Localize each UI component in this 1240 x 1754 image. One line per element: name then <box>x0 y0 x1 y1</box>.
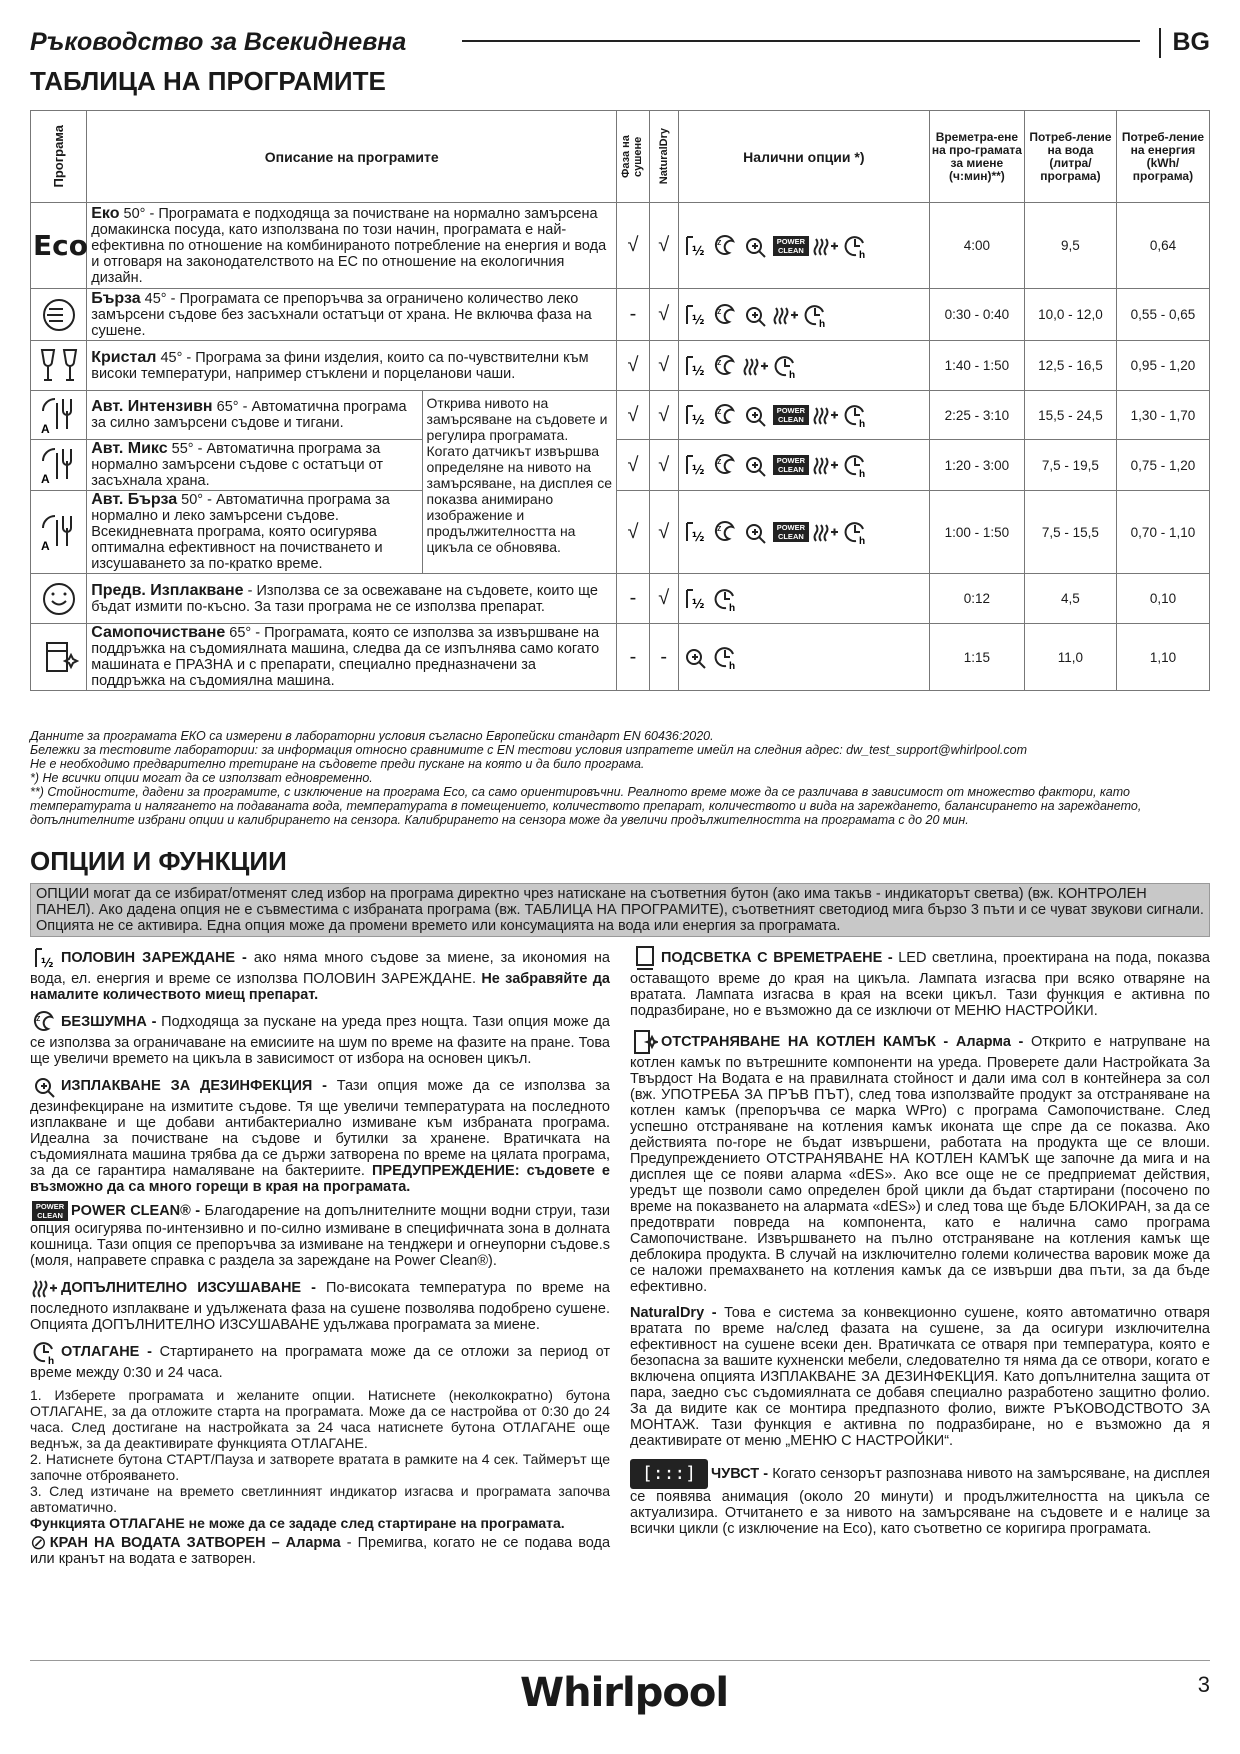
extradry-option-icon <box>813 452 839 478</box>
footnote: Не е необходимо предварително третиране на съдовете преди пускане на която и да било програма. <box>30 757 645 771</box>
program-duration: 1:20 - 3:00 <box>929 440 1024 491</box>
glass-icon <box>31 341 87 391</box>
sanitize-option-icon <box>743 402 769 428</box>
silent-option-icon <box>713 519 739 545</box>
tap-off-icon: ⊘ <box>30 1532 47 1555</box>
option-description <box>30 945 610 1003</box>
svg-text:h: h <box>788 369 795 379</box>
extradry-option-icon <box>773 302 799 328</box>
options-right-column <box>630 945 1210 1547</box>
program-row <box>31 341 1210 391</box>
col-naturaldry: NaturalDry <box>649 111 678 203</box>
drying-phase-mark: - <box>617 574 649 624</box>
page-number: 3 <box>1197 1672 1210 1697</box>
footnote: Данните за програмата ЕКО са измерени в лабораторни условия съгласно Европейски стандарт EN 60436:2020. <box>30 729 714 743</box>
drying-phase-mark: - <box>617 624 649 691</box>
selfclean-icon <box>31 624 87 691</box>
silent-option-icon <box>713 353 739 379</box>
quick-icon <box>31 289 87 341</box>
drying-phase-mark: √ <box>617 341 649 391</box>
function-text: Когато сензорът разпознава нивото на замърсяване, на дисплея се появява анимация (около 20 минути) и продължителността на цикъла се актуализира. Отчитането е за нивото на замърсяване на съдовете и е налице за всички цикли (с изключение на Eco), като съответно се коригира програмата. <box>630 1465 1210 1537</box>
program-row <box>31 391 1210 440</box>
delay-step: 2. Натиснете бутона СТАРТ/Пауза и затворете вратата в рамките на 4 сек. Таймерът ще започне отброяването. <box>30 1451 610 1483</box>
program-water: 12,5 - 16,5 <box>1024 341 1116 391</box>
delay-option-icon <box>843 452 869 478</box>
program-row <box>31 440 1210 491</box>
program-temp: 50° <box>181 492 204 508</box>
program-text: - Използва се за освежаване на съдовете, които ще бъдат измити по-късно. За тази програма не се използва препарат. <box>91 582 598 615</box>
silent-option-icon <box>713 402 739 428</box>
option-note: ПРЕДУПРЕЖДЕНИЕ: съдовете е възможно да са много горещи в края на програмата. <box>30 1163 610 1195</box>
naturaldry-mark: √ <box>649 574 678 624</box>
sanitize-icon <box>32 1073 58 1099</box>
program-energy: 0,64 <box>1116 203 1209 289</box>
options-title: ОПЦИИ И ФУНКЦИИ <box>30 846 287 876</box>
col-program: Програма <box>31 111 87 203</box>
function-title: ПОДСВЕТКА С ВРЕМЕТРАЕНЕ - <box>661 949 893 966</box>
program-temp: 45° <box>160 349 183 366</box>
program-duration: 1:00 - 1:50 <box>929 491 1024 574</box>
options-left-column <box>30 945 610 1569</box>
program-text: - Автоматична програма за нормално и леко замърсени съдове. Всекидневната програма, която осигурява оптимална ефективност на почистването и изсушаването за по-кратко време. <box>91 492 390 572</box>
program-description <box>87 574 617 624</box>
half-option-icon <box>683 586 709 612</box>
svg-text:z: z <box>716 523 722 533</box>
svg-text:½: ½ <box>691 363 705 378</box>
option-title: БЕЗШУМНА - <box>61 1013 157 1030</box>
available-options <box>678 491 929 574</box>
naturaldry-mark: √ <box>649 289 678 341</box>
program-row <box>31 203 1210 289</box>
program-temp: 45° <box>144 290 167 307</box>
drying-phase-mark: √ <box>617 440 649 491</box>
program-row <box>31 289 1210 341</box>
col-drying: Фаза на сушене <box>617 111 649 203</box>
option-title: POWER CLEAN® - <box>71 1202 201 1219</box>
program-water: 4,5 <box>1024 574 1116 624</box>
extra-dry-icon <box>32 1275 58 1301</box>
delay-warning: Функцията ОТЛАГАНЕ не може да се зададе след стартиране на програмата. <box>30 1515 565 1531</box>
function-text: Това е система за конвекционно сушене, която автоматично отваря вратата по време на/след фазата на сушене, за да осигури изключителна ефективност на сушене всеки ден. Вратичката се отваря при температура, която е безопасна за вашите кухненски мебели, следователно тя няма да се отвори, когато е включена опцията ИЗПЛАКВАНЕ ЗА ДЕЗИНФЕКЦИЯ. Като допълнителна защита от пара, заедно със съдомиялната се добавя специално разработено защитно фолио. За да видите как се монтира предпазното фолио, вижте РЪКОВОДСТВОТО ЗА МОНТАЖ. Тази функция е активна по подразбиране, но е възможно да я деактивирате от меню „МЕНЮ С НАСТРОЙКИ“. <box>630 1305 1210 1449</box>
option-text: ако няма много съдове за миене, за икономия на вода, ел. енергия и време се използва ПОЛОВИН ЗАРЕЖДАНЕ. <box>30 949 610 987</box>
sanitize-option-icon <box>743 519 769 545</box>
program-text: - Програмата е подходяща за почистване на нормално замърсена домакинска посуда, като използвана по този начин, програмата е най-ефективна по отношение на комбинираното потребление на енергия и вода и отговаря на законодателството на ЕС по отношение на екологичния дизайн. <box>91 205 607 286</box>
extradry-option-icon <box>813 519 839 545</box>
option-text: Тази опция може да се използва за дезинфекциране на измитите съдове. Тя ще увеличи температурата на последното изплакване и ще добави антибактериално измиване към избраната програма. Идеална за почистване на съдове и бутилки за хранене. Вратичката на съдомиялната машина трябва да се държи затворена по време на цялата програма, за да се гарантира намаляване на бактериите. <box>30 1077 610 1179</box>
option-text: По-високата температура по време на последното изплакване и удължената фаза на сушене позволява подобрено сушене. Опцията ДОПЪЛНИТЕЛНО ИЗСУШАВАНЕ удължава програмата за миене. <box>30 1279 610 1333</box>
option-title: ОТЛАГАНЕ - <box>61 1343 152 1360</box>
program-water: 9,5 <box>1024 203 1116 289</box>
program-water: 11,0 <box>1024 624 1116 691</box>
svg-text:z: z <box>716 456 722 466</box>
delay-option-icon <box>843 402 869 428</box>
delay-option-icon <box>773 353 799 379</box>
program-temp: 55° <box>171 441 194 457</box>
program-name: Еко <box>91 204 120 222</box>
auto-quick-icon <box>31 491 87 574</box>
prewash-icon <box>31 574 87 624</box>
sanitize-option-icon <box>743 452 769 478</box>
drying-phase-mark: √ <box>617 491 649 574</box>
footnote: Бележки за тестовите лаборатории: за информация относно сравнимите с EN тестови условия изпратете имейл на следния адрес: dw_test_support@whirlpool.com <box>30 743 1027 757</box>
silent-icon <box>32 1009 58 1035</box>
silent-option-icon <box>713 302 739 328</box>
program-name: Авт. Микс <box>91 440 168 457</box>
delay-option-icon <box>713 644 739 670</box>
svg-text:½: ½ <box>691 530 705 544</box>
svg-text:½: ½ <box>691 413 705 427</box>
option-description <box>30 1275 610 1333</box>
program-water: 10,0 - 12,0 <box>1024 289 1116 341</box>
program-temp: 65° <box>229 625 252 641</box>
program-text: - Автоматична програма за нормално замърсени съдове с остатъци от засъхнала храна. <box>91 441 384 489</box>
naturaldry-mark: √ <box>649 391 678 440</box>
svg-text:½: ½ <box>691 463 705 477</box>
svg-text:h: h <box>728 602 735 612</box>
svg-text:h: h <box>858 249 865 259</box>
svg-text:h: h <box>858 536 865 545</box>
available-options <box>678 574 929 624</box>
option-note: Не забравяйте да намалите количеството миещ препарат. <box>30 971 610 1003</box>
footnote: *) Не всички опции могат да се използват едновременно. <box>30 771 373 785</box>
function-title: NaturalDry - <box>630 1305 717 1321</box>
program-energy: 0,55 - 0,65 <box>1116 289 1209 341</box>
svg-text:h: h <box>48 1356 55 1365</box>
sense-icon: [:::] <box>630 1459 708 1489</box>
program-description <box>87 491 422 574</box>
svg-text:A: A <box>40 472 50 486</box>
delay-steps <box>30 1387 610 1515</box>
delay-option-icon <box>713 586 739 612</box>
silent-option-icon <box>713 233 739 259</box>
col-description: Описание на програмите <box>87 111 617 203</box>
program-energy: 1,30 - 1,70 <box>1116 391 1209 440</box>
program-name: Авт. Бърза <box>91 491 178 508</box>
option-text: Стартирането на програмата може да се отложи за период от време между 0:30 и 24 часа. <box>30 1343 610 1381</box>
naturaldry-mark: √ <box>649 203 678 289</box>
program-table <box>30 110 1210 691</box>
program-energy: 0,10 <box>1116 574 1209 624</box>
program-temp: 65° <box>216 399 239 415</box>
svg-text:½: ½ <box>691 596 705 611</box>
alarm-title: КРАН НА ВОДАТА ЗАТВОРЕН – Аларма <box>49 1535 341 1551</box>
svg-text:h: h <box>728 661 735 670</box>
auto-program-note: Открива нивото на замърсяване на съдовете и регулира програмата. Когато датчикът извършва определяне на нивото на замърсяване, на дисплея се показва анимирано изображение и продължителността на цикъла се обновява. <box>422 391 617 574</box>
program-duration: 0:30 - 0:40 <box>929 289 1024 341</box>
col-energy: Потреб-ление на енергия (kWh/ програма) <box>1116 111 1209 203</box>
half-option-icon <box>683 302 709 328</box>
program-water: 15,5 - 24,5 <box>1024 391 1116 440</box>
function-text: LED светлина, проектирана на пода, показва оставащото време до края на цикъла. Лампата изгасва при всяко отваряне на вратата. Лампата изгасва в края на всеки цикъл. Тази функция е активна по подразбиране, но е възможно да се изключи от МЕНЮ НАСТРОЙКИ. <box>630 949 1210 1019</box>
option-description <box>30 1201 610 1269</box>
function-description <box>630 1305 1210 1449</box>
delay-step: 1. Изберете програмата и желаните опции. Натиснете (неколкократно) бутона ОТЛАГАНЕ, за да отложите старта на програмата. Може да се настройва от 0:30 до 24 часа. След достигане на настройката за 24 часа натиснете бутона ОТЛАГАНЕ още веднъж, за да деактивирате функцията ОТЛАГАНЕ. <box>30 1387 610 1451</box>
sanitize-option-icon <box>743 233 769 259</box>
svg-text:A: A <box>40 539 50 553</box>
naturaldry-mark: √ <box>649 491 678 574</box>
drying-phase-mark: √ <box>617 203 649 289</box>
svg-text:h: h <box>818 318 825 328</box>
naturaldry-mark: √ <box>649 341 678 391</box>
program-row <box>31 574 1210 624</box>
sanitize-option-icon <box>683 644 709 670</box>
page-header <box>30 24 1210 64</box>
program-energy: 0,95 - 1,20 <box>1116 341 1209 391</box>
drying-phase-mark: √ <box>617 391 649 440</box>
col-duration: Времетра-ене на про-грамата за миене (ч:мин)**) <box>929 111 1024 203</box>
option-description <box>30 1009 610 1067</box>
available-options <box>678 624 929 691</box>
available-options <box>678 341 929 391</box>
program-energy: 0,70 - 1,10 <box>1116 491 1209 574</box>
svg-text:h: h <box>858 469 865 478</box>
program-text: - Програмата, която се използва за извършване на поддръжка на съдомиялната машина, следва да се изпълнява само когато машината е ПРАЗНА и с препарати, специално предназначени за поддръжка на съдомиялна машина. <box>91 625 600 689</box>
naturaldry-mark: √ <box>649 440 678 491</box>
program-duration: 2:25 - 3:10 <box>929 391 1024 440</box>
function-description <box>630 945 1210 1019</box>
power-clean-icon: POWER CLEAN <box>773 455 809 475</box>
program-name: Самопочистване <box>91 624 226 641</box>
program-name: Кристал <box>91 348 157 366</box>
program-temp: 50° <box>123 205 146 222</box>
power-clean-icon: POWER CLEAN <box>773 236 809 256</box>
program-duration: 4:00 <box>929 203 1024 289</box>
svg-text:½: ½ <box>41 956 54 970</box>
descale-icon <box>632 1029 658 1055</box>
sanitize-option-icon <box>743 302 769 328</box>
program-description <box>87 341 617 391</box>
options-intro-bar: ОПЦИИ могат да се избират/отменят след избор на програма директно чрез натискане на съответния бутон (ако има такъв - индикаторът светва) (вж. КОНТРОЛЕН ПАНЕЛ). Ако дадена опция не е съвместима с избраната програма (вж. ТАБЛИЦА НА ПРОГРАМИТЕ), съответният светодиод мига бързо 3 пъти и се чуват звукови сигнали. Опцията не се активира. Една опция може да промени времето или консумацията на вода или енергия за програмата. <box>30 883 1210 937</box>
program-water: 7,5 - 19,5 <box>1024 440 1116 491</box>
program-text: - Програмата се препоръчва за ограничено количество леко замърсени съдове без засъхнали остатъци от храна. Не включва фаза на сушене. <box>91 290 592 339</box>
delay-option-icon <box>843 233 869 259</box>
naturaldry-mark: - <box>649 624 678 691</box>
option-text: Благодарение на допълнителните мощни водни струи, тази опция осигурява по-интензивно и по-силно измиване в специфичната зона в долната кошница. Тази опция се препоръчва за измиване на тенджери и огнеупорни съдове.s (моля, направете справка с раздела за зареждане на Power Clean®). <box>30 1202 610 1269</box>
auto-mix-icon <box>31 440 87 491</box>
program-name: Бърза <box>91 289 141 307</box>
eco-icon: Eco <box>31 203 87 289</box>
program-name: Предв. Изплакване <box>91 581 244 599</box>
extradry-option-icon <box>813 402 839 428</box>
drying-phase-mark: - <box>617 289 649 341</box>
delay-option-icon <box>803 302 829 328</box>
svg-text:z: z <box>716 236 722 247</box>
alarm-text: - Премигва, когато не се подава вода или кранът на водата е затворен. <box>30 1535 611 1568</box>
option-description <box>30 1073 610 1195</box>
available-options <box>678 391 929 440</box>
extradry-option-icon <box>743 353 769 379</box>
svg-text:z: z <box>716 305 722 316</box>
power-clean-icon: POWER CLEAN <box>32 1201 68 1221</box>
half-option-icon <box>683 402 709 428</box>
program-energy: 0,75 - 1,20 <box>1116 440 1209 491</box>
extradry-option-icon <box>813 233 839 259</box>
svg-text:½: ½ <box>691 312 705 327</box>
delay-icon <box>32 1339 58 1365</box>
table-title: ТАБЛИЦА НА ПРОГРАМИТЕ <box>30 66 386 96</box>
document-title: Ръководство за Всекидневна <box>30 28 407 56</box>
function-text: Открито е натрупване на котлен камък по вътрешните компоненти на уреда. Проверете дали Настройката За Твърдост На Водата е на правилната стойност и дали има сол в контейнера за сол (вж. УПОТРЕБА ЗА ПРЪВ ПЪТ), след това използвайте продукт за отстраняване на котлен камък (препоръчва се марка WPro) с програма Самопочистване. След успешно отстраняване на котления камък иконата ще спре да се показва. Ако действията по-горе не бъдат извършени, работата на продукта ще се влоши. Предупреждението ОТСТРАНЯВАНЕ НА КОТЛЕН КАМЪК ще започне да мига и на дисплея ще се появи аларма «dES». Ако все още не се предприемат действия, уредът ще позволи само определен брой цикли да бъдат стартирани (посочено по време на показването на алармата «dES») и след това ще бъде БЛОКИРАН, за да се предотврати повреда на компонента, като е налична само програма Самопочистване. Извършването на пълно отстраняване на котления камък ще деблокира продукта. В случай на изключително големи количества варовик може да се наложи премахването на котления камък да се извърши два пъти, за да бъде ефективно. <box>630 1033 1210 1295</box>
half-option-icon <box>683 233 709 259</box>
program-duration: 1:40 - 1:50 <box>929 341 1024 391</box>
delay-option-icon <box>843 519 869 545</box>
available-options <box>678 289 929 341</box>
function-description <box>630 1459 1210 1537</box>
svg-text:z: z <box>716 356 722 367</box>
available-options <box>678 440 929 491</box>
svg-text:h: h <box>858 419 865 428</box>
svg-text:z: z <box>716 406 722 416</box>
option-title: ДОПЪЛНИТЕЛНО ИЗСУШАВАНЕ - <box>61 1279 316 1296</box>
half-option-icon <box>683 353 709 379</box>
table-footnotes <box>30 729 1210 827</box>
footnote: **) Стойностите, дадени за програмите, с изключение на програма Eco, са само ориентировъчни. Реалното време може да се различава в зависимост от множество фактори, като температурата и налягането на подаваната вода, температурата в помещението, количеството препарат, количеството и вида на зареждането, балансирането на зареждането, допълнителните избрани опции и калибрирането на сензора. Калибрирането на сензора може да увеличи продължителността на програмата с до 20 мин. <box>30 785 1142 827</box>
silent-option-icon <box>713 452 739 478</box>
program-text: - Програма за фини изделия, които са по-чувствителни към високи температури, например стъклени и порцеланови чаши. <box>91 349 589 382</box>
program-energy: 1,10 <box>1116 624 1209 691</box>
option-title: ПОЛОВИН ЗАРЕЖДАНЕ - <box>61 949 247 966</box>
whirlpool-logo: Whirlpool <box>520 1670 729 1716</box>
half-option-icon <box>683 452 709 478</box>
svg-text:½: ½ <box>691 243 705 258</box>
half-load-icon <box>32 945 58 971</box>
footer-rule <box>30 1660 1210 1661</box>
program-row <box>31 491 1210 574</box>
delay-step: 3. След изтичане на времето светлинният индикатор изгасва и програмата започва автоматично. <box>30 1483 610 1515</box>
col-water: Потреб-ление на вода (литра/ програма) <box>1024 111 1116 203</box>
program-duration: 1:15 <box>929 624 1024 691</box>
program-description <box>87 440 422 491</box>
half-option-icon <box>683 519 709 545</box>
svg-text:z: z <box>36 1013 41 1023</box>
program-description <box>87 289 617 341</box>
program-name: Авт. Интензивн <box>91 398 213 415</box>
option-text: Подходяща за пускане на уреда през нощта. Тази опция може да се използва за ограничаване на емисиите на шум по време на фазите на пране. Това ще увеличи времето на цикъла в зависимост от избора на основен цикъл. <box>30 1013 610 1067</box>
header-rule <box>462 40 1140 42</box>
power-clean-icon: POWER CLEAN <box>773 522 809 542</box>
svg-text:A: A <box>40 422 50 436</box>
program-description <box>87 203 617 289</box>
program-description <box>87 391 422 440</box>
available-options <box>678 203 929 289</box>
tap-closed-alarm <box>30 1532 611 1568</box>
option-description <box>30 1339 610 1381</box>
auto-intensive-icon <box>31 391 87 440</box>
power-clean-icon: POWER CLEAN <box>773 405 809 425</box>
floor-light-icon <box>632 945 658 971</box>
function-title: ЧУВСТ - <box>711 1465 769 1482</box>
language-code: BG <box>1159 28 1211 58</box>
program-duration: 0:12 <box>929 574 1024 624</box>
program-text: - Автоматична програма за силно замърсени съдове и тигани. <box>91 399 407 431</box>
function-title: ОТСТРАНЯВАНЕ НА КОТЛЕН КАМЪК - Аларма - <box>661 1033 1024 1050</box>
program-row <box>31 624 1210 691</box>
col-options: Налични опции *) <box>678 111 929 203</box>
option-title: ИЗПЛАКВАНЕ ЗА ДЕЗИНФЕКЦИЯ - <box>61 1077 327 1094</box>
program-description <box>87 624 617 691</box>
function-description <box>630 1029 1210 1295</box>
program-water: 7,5 - 15,5 <box>1024 491 1116 574</box>
